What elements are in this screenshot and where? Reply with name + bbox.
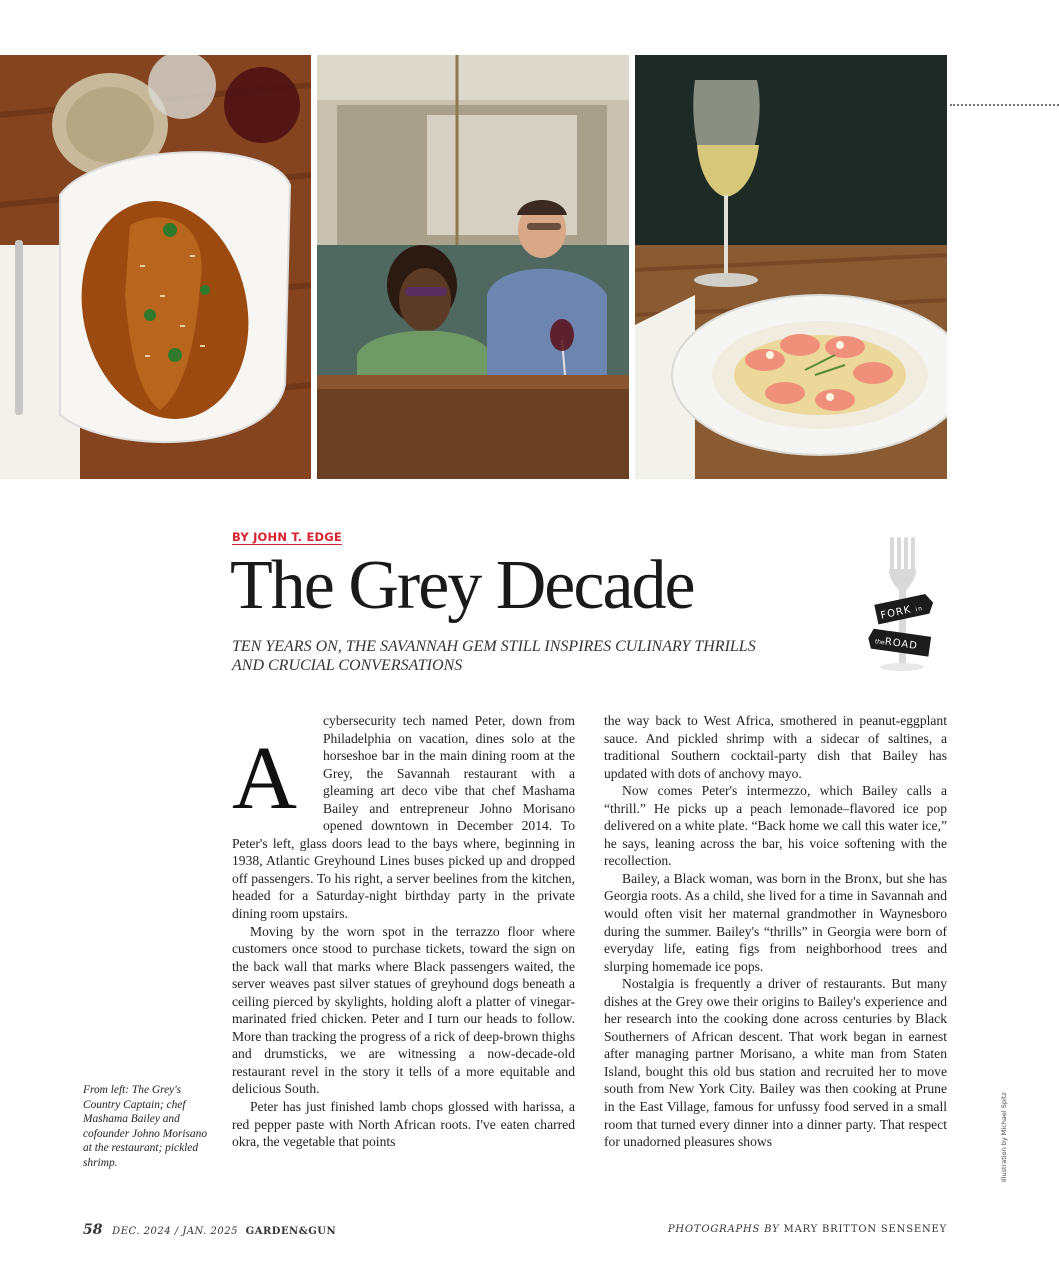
dek: TEN YEARS ON, THE SAVANNAH GEM STILL INSPIRES CULINARY THRILLS AND CRUCIAL CONVERSATIONS bbox=[232, 638, 756, 674]
byline: BY JOHN T. EDGE bbox=[232, 530, 342, 544]
photo-pickled-shrimp bbox=[635, 55, 947, 479]
photo-portrait bbox=[317, 55, 629, 479]
page-number: 58 bbox=[83, 1222, 103, 1238]
issue-date: DEC. 2024 / JAN. 2025 bbox=[112, 1226, 238, 1237]
portrait-image bbox=[317, 55, 629, 479]
magazine-name: GARDEN&GUN bbox=[245, 1226, 337, 1237]
body-column-1 bbox=[232, 712, 575, 1151]
body-column-2 bbox=[604, 712, 947, 1151]
country-captain-image bbox=[0, 55, 311, 479]
photo-credit-label: PHOTOGRAPHS BY bbox=[667, 1224, 780, 1235]
paragraph: cybersecurity tech named Peter, down from Philadelphia on vacation, dines solo at the horseshoe bar in the main dining room at the Grey, the Savannah restaurant with a gleaming art deco vibe that chef Mashama Bailey and entrepreneur Johno Morisano opened downtown in December 2014. To Peter's left, glass doors lead to the bays where, beginning in 1938, Atlantic Greyhound Lines buses picked up and dropped off passengers. To his right, a server beelines from the kitchen, headed for a Saturday-night birthday party in the private dining room upstairs. bbox=[232, 713, 575, 922]
illustration-credit: Illustration by Michael Spitz bbox=[1000, 1092, 1008, 1182]
fork-signpost-icon bbox=[868, 535, 940, 675]
photo-caption: From left: The Grey's Country Captain; chef Mashama Bailey and cofounder Johno Morisano at the restaurant; pickled shrimp. bbox=[83, 1084, 208, 1169]
logo-road-text: theROAD bbox=[874, 636, 919, 653]
paragraph: Nostalgia is frequently a driver of restaurants. But many dishes at the Grey owe their origins to Bailey's experience and her research into the cooking done across centuries by Black Southerners of African descent. That work began in earnest after managing partner Morisano, a white man from Staten Island, bought this old bus station and recruited her to move south from New York City. Bailey was then cooking at Prune in the East Village, famous for unfussy food served in a small room that turned every dinner into a dinner party. That respect for unadorned pleasures shows bbox=[604, 976, 947, 1150]
paragraph: the way back to West Africa, smothered in peanut-eggplant sauce. And pickled shrimp with a sidecar of saltines, a traditional Southern cocktail-party dish that Bailey has updated with dots of anchovy mayo. bbox=[604, 713, 947, 781]
paragraph: Moving by the worn spot in the terrazzo floor where customers once stood to purchase tickets, toward the sign on the back wall that marks where Black passengers waited, the server weaves past silver statues of greyhound dogs beneath a ceiling pierced by skylights, holding aloft a platter of vinegar-marinated fried chicken. Peter and I turn our heads to follow. More than tracking the progress of a rick of deep-brown thighs and drumsticks, we are witnessing a now-decade-old restaurant revel in the story it tells of a more equitable and delicious South. bbox=[232, 923, 575, 1097]
photo-credit bbox=[668, 1224, 947, 1235]
folio bbox=[83, 1222, 336, 1238]
fork-in-the-road-logo bbox=[868, 535, 940, 675]
drop-cap: A bbox=[232, 729, 297, 828]
pickled-shrimp-image bbox=[635, 55, 947, 479]
photographer-name: MARY BRITTON SENSENEY bbox=[783, 1224, 947, 1235]
paragraph: Now comes Peter's intermezzo, which Bailey calls a “thrill.” He picks up a peach lemonade–flavored ice pop delivered on a white plate. “Back home we call this water ice,” he says, leaning across the bar, his voice softening with the recollection. bbox=[604, 783, 947, 869]
dotted-rule bbox=[950, 104, 1059, 106]
paragraph: Bailey, a Black woman, was born in the Bronx, but she has Georgia roots. As a child, she lived for a time in Savannah and would often visit her maternal grandmother in Waynesboro during the summer. Bailey's “thrills” in Georgia were born of everyday life, eating figs from neighborhood trees and slurping homemade ice pops. bbox=[604, 870, 947, 974]
photo-country-captain bbox=[0, 55, 311, 479]
logo-fork-text: FORK in bbox=[879, 604, 924, 622]
paragraph: Peter has just finished lamb chops glossed with harissa, a red pepper paste with North African roots. I've eaten charred okra, the vegetable that points bbox=[232, 1099, 575, 1150]
headline: The Grey Decade bbox=[230, 547, 694, 624]
